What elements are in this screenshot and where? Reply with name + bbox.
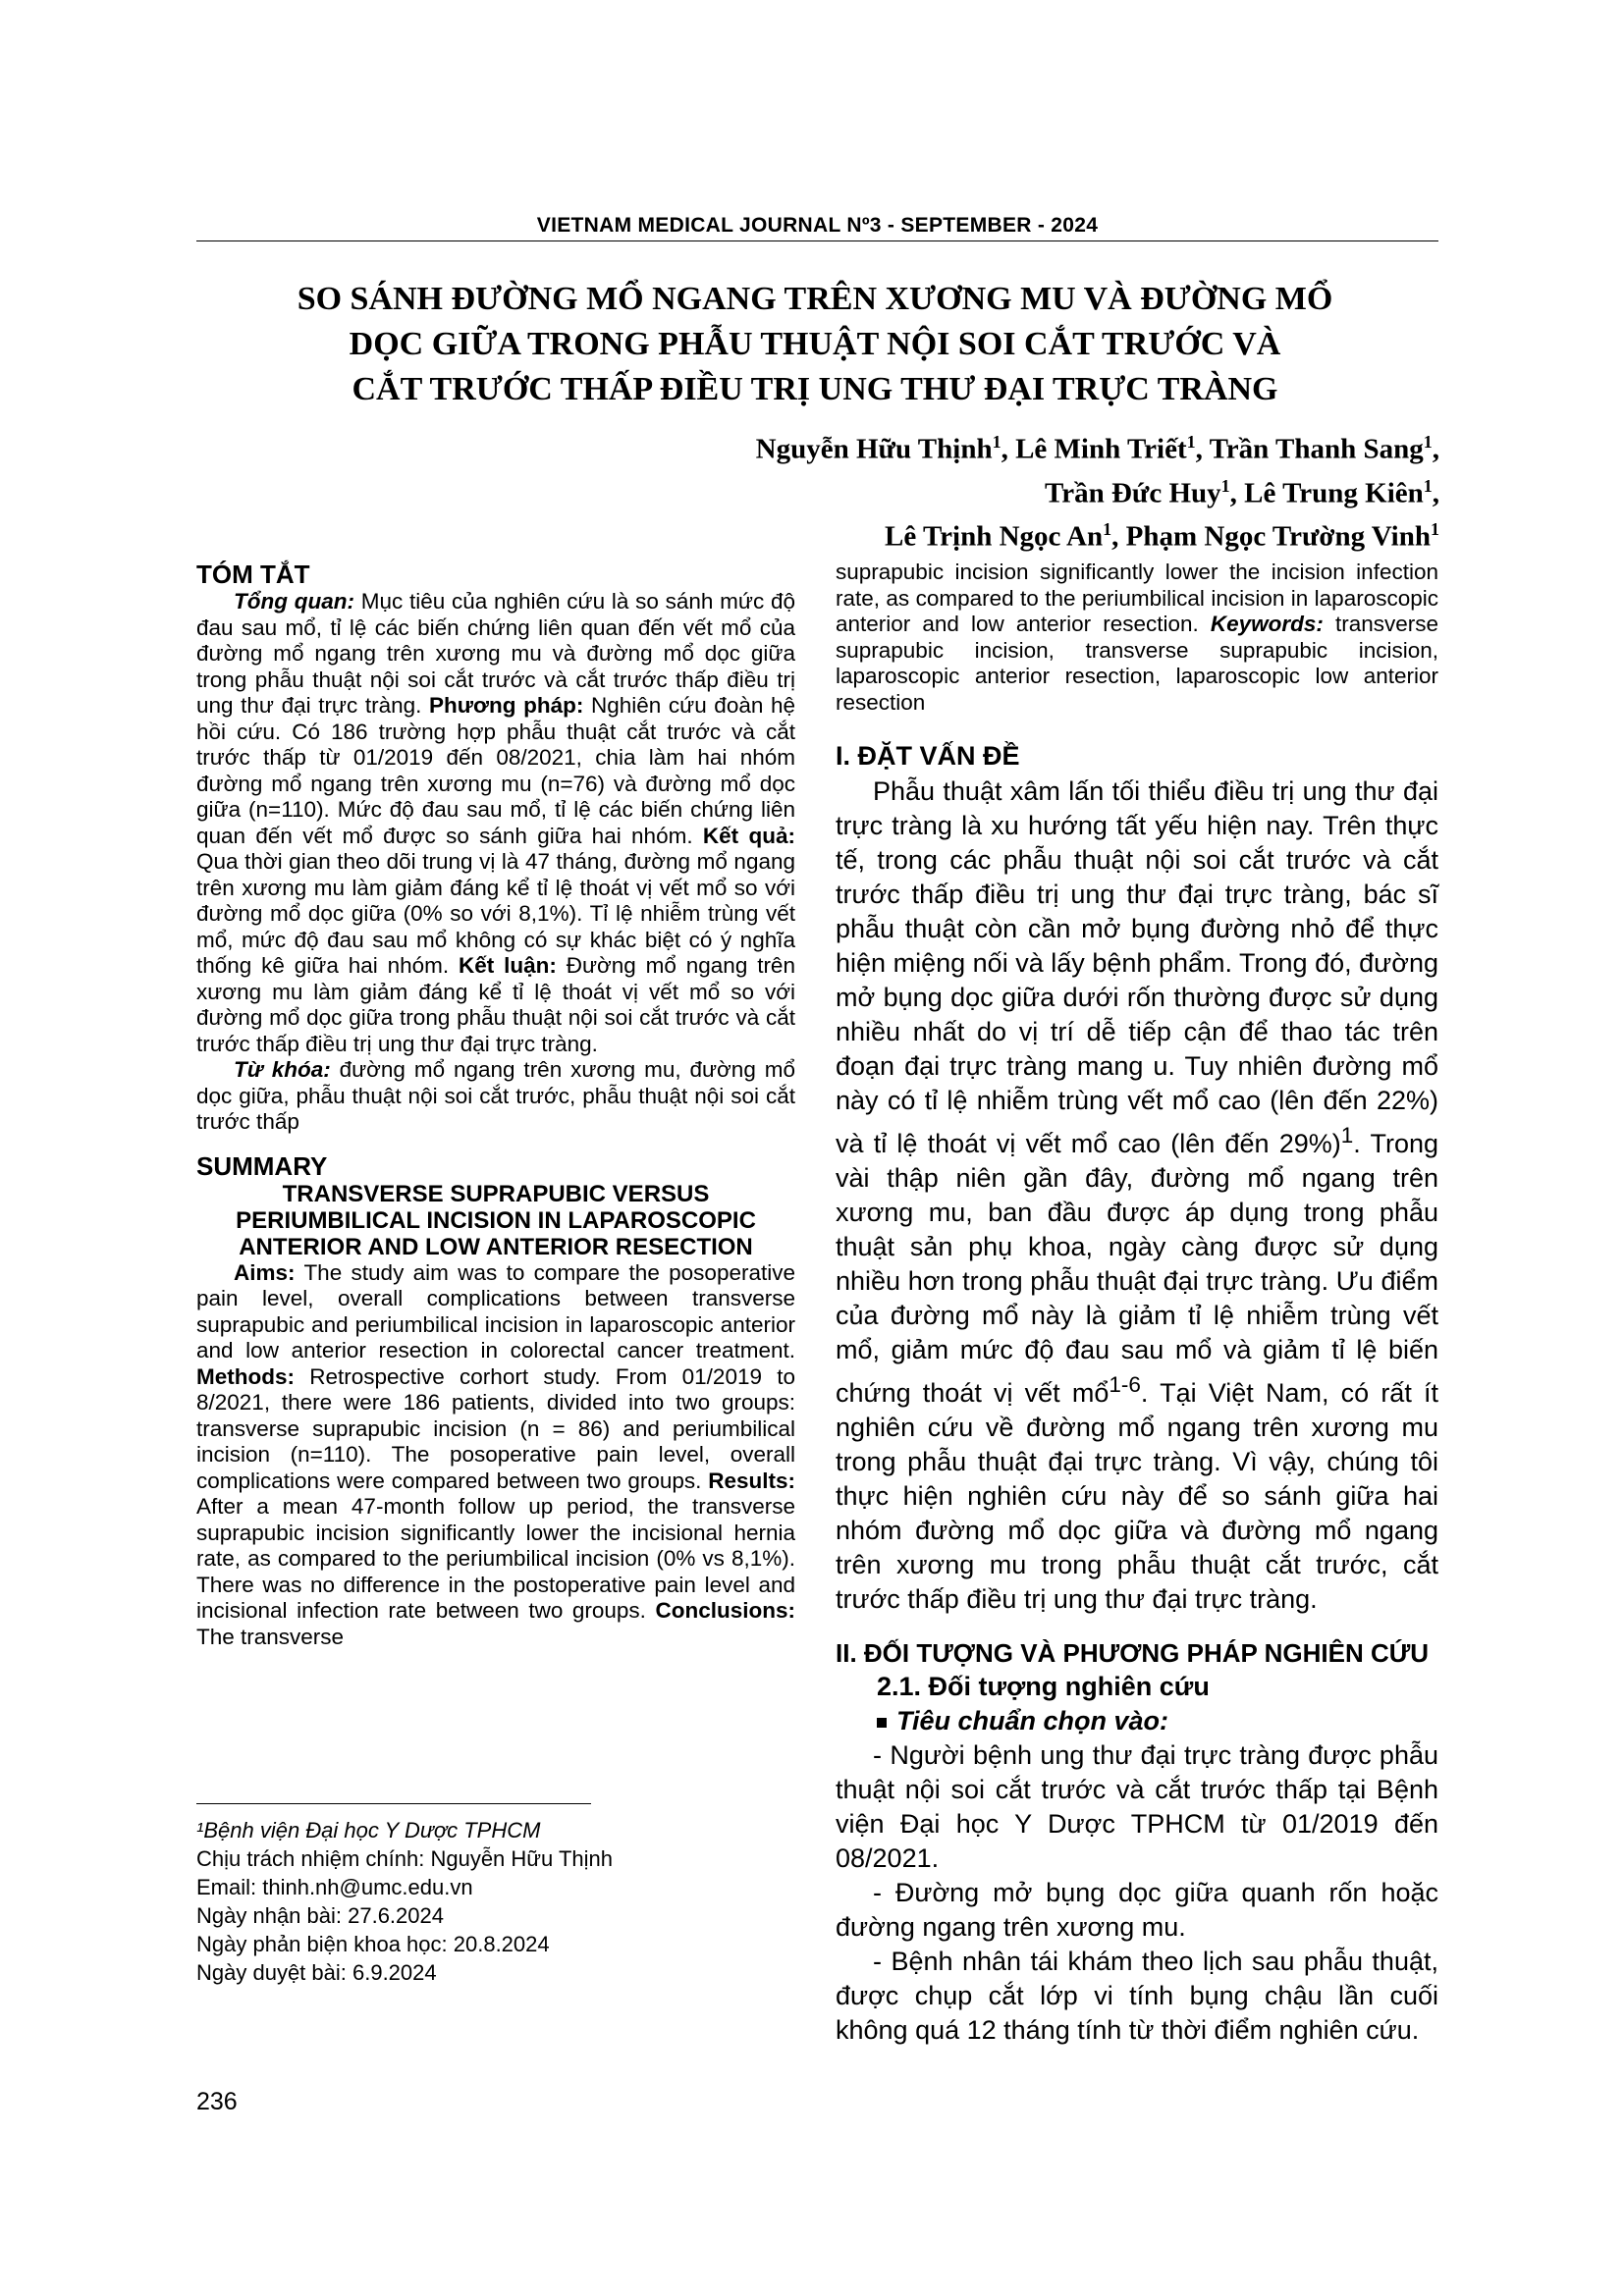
footnote-reviewed: Ngày phản biện khoa học: 20.8.2024 <box>196 1932 550 1956</box>
author-name: Lê Minh Triết <box>1015 433 1187 465</box>
page-number: 236 <box>196 2088 238 2115</box>
criteria-item: - Đường mở bụng dọc giữa quanh rốn hoặc đường ngang trên xương mu. <box>836 1878 1438 1942</box>
footnote-rule <box>196 1803 591 1804</box>
author-name: Nguyễn Hữu Thịnh <box>755 433 993 465</box>
author-line: Lê Trịnh Ngọc An$^1$, Phạm Ngọc Trường Vinh$^1$ <box>885 519 1439 553</box>
author-name: Lê Trung Kiên <box>1244 477 1424 509</box>
footnote-corresponding: Chịu trách nhiệm chính: Nguyễn Hữu Thịnh <box>196 1846 613 1871</box>
tomtat-keywords: Từ khóa: đường mổ ngang trên xương mu, đường mổ dọc giữa, phẫu thuật nội soi cắt trước, phẫu thuật nội soi cắt trước thấp <box>196 1057 795 1134</box>
summary-abstract: Aims: The study aim was to compare the posoperative pain level, overall complications between transverse suprapubic and periumbilical incision in laparoscopic anterior and low anterior resection in colorectal cancer treatment. Methods: Retrospective corhort study. From 01/2019 to 8/2021, there were 186 patients, divided into two groups: transverse suprapubic incision (n = 86) and periumbilical incision (n=110). The posoperative pain level, overall complications were compared between two groups. Results: After a mean 47-month follow up period, the transverse suprapubic incision significantly lower the incisional hernia rate, as compared to the periumbilical incision (0% vs 8,1%). There was no difference in the postoperative pain level and incisional infection rate between two groups. Conclusions: The transverse <box>196 1259 795 1649</box>
section2-heading: II. ĐỐI TƯỢNG VÀ PHƯƠNG PHÁP NGHIÊN CỨU <box>836 1638 1430 1668</box>
right-column <box>836 560 1438 2048</box>
title-line: DỌC GIỮA TRONG PHẪU THUẬT NỘI SOI CẮT TRƯỚC VÀ <box>349 326 1281 362</box>
footnote-affiliation: ¹Bệnh viện Đại học Y Dược TPHCM <box>196 1818 541 1842</box>
title-line: CẮT TRƯỚC THẤP ĐIỀU TRỊ UNG THƯ ĐẠI TRỰC TRÀNG <box>352 371 1278 407</box>
author-name: Trần Thanh Sang <box>1209 433 1424 465</box>
article-title <box>226 277 1404 412</box>
author-name: Lê Trịnh Ngọc An <box>885 520 1104 553</box>
journal-header: VIETNAM MEDICAL JOURNAL Nº3 - SEPTEMBER - 2024 <box>536 214 1099 237</box>
criteria-item: - Người bệnh ung thư đại trực tràng được phẫu thuật nội soi cắt trước và cắt trước thấp tại Bệnh viện Đại học Y Dược TPHCM từ 01/2019 đến 08/2021. <box>836 1740 1438 1873</box>
left-column <box>196 560 795 1650</box>
summary-heading: SUMMARY <box>196 1150 328 1181</box>
tomtat-overview: Tổng quan: Mục tiêu của nghiên cứu là so sánh mức độ đau sau mổ, tỉ lệ các biến chứng liên quan đến vết mổ của đường mổ ngang trên xương mu và đường mổ dọc giữa trong phẫu thuật nội soi cắt trước và cắt trước thấp điều trị ung thư đại trực tràng. Phương pháp: Nghiên cứu đoàn hệ hồi cứu. Có 186 trường hợp phẫu thuật cắt trước và cắt trước thấp từ 01/2019 đến 08/2021, chia làm hai nhóm đường mổ ngang trên xương mu (n=76) và đường mổ dọc giữa (n=110). Mức độ đau sau mổ, tỉ lệ các biến chứng liên quan đến vết mổ được so sánh giữa hai nhóm. Kết quả: Qua thời gian theo dõi trung vị là 47 tháng, đường mổ ngang trên xương mu làm giảm đáng kể tỉ lệ thoát vị vết mổ so với đường mổ dọc giữa (0% so với 8,1%). Tỉ lệ nhiễm trùng vết mổ, mức độ đau sau mổ không có sự khác biệt có ý nghĩa thống kê giữa hai nhóm. Kết luận: Đường mổ ngang trên xương mu làm giảm đáng kể tỉ lệ thoát vị vết mổ so với đường mổ dọc giữa trong phẫu thuật nội soi cắt trước và cắt trước thấp điều trị ung thư đại trực tràng. <box>196 589 795 1056</box>
criteria-item: - Bệnh nhân tái khám theo lịch sau phẫu thuật, được chụp cắt lớp vi tính bụng chậu lần cuối không quá 12 tháng tính từ thời điểm nghiên cứu. <box>836 1947 1438 2045</box>
square-bullet-icon <box>877 1718 887 1728</box>
footnotes <box>196 1816 795 1987</box>
author-name: Trần Đức Huy <box>1045 477 1221 509</box>
section1-paragraph: Phẫu thuật xâm lấn tối thiểu điều trị ung thư đại trực tràng là xu hướng tất yếu hiện nay. Trên thực tế, trong các phẫu thuật nội soi cắt trước và cắt trước thấp điều trị ung thư đại trực tràng, bác sĩ phẫu thuật còn cần mở bụng đường nhỏ để thực hiện miệng nối và lấy bệnh phẩm. Trong đó, đường mở bụng dọc giữa dưới rốn thường được sử dụng nhiều nhất do vị trí dễ tiếp cận để thao tác trên đoạn đại trực tràng mang u. Tuy nhiên đường mổ này có tỉ lệ nhiễm trùng vết mổ cao (lên đến 22%) và tỉ lệ thoát vị vết mổ cao (lên đến 29%)$^1$. Trong vài thập niên gần đây, đường mổ ngang trên xương mu, ban đầu được áp dụng trong phẫu thuật sản phụ khoa, ngày càng được sử dụng nhiều hơn trong phẫu thuật đại trực tràng. Ưu điểm của đường mổ này là giảm tỉ lệ nhiễm trùng vết mổ, giảm mức độ đau sau mổ và giảm tỉ lệ biến chứng thoát vị vết mổ$^{1-6}$. Tại Việt Nam, có rất ít nghiên cứu về đường mổ ngang trên xương mu trong phẫu thuật đại trực tràng. Vì vậy, chúng tôi thực hiện nghiên cứu này để so sánh giữa hai nhóm đường mổ dọc giữa và đường mổ ngang trên xương mu trong phẫu thuật cắt trước, cắt trước thấp điều trị ung thư đại trực tràng. <box>836 776 1438 1614</box>
header-rule <box>196 240 1438 241</box>
author-line: Trần Đức Huy$^1$, Lê Trung Kiên$^1$, <box>1045 475 1439 509</box>
author-line: Nguyễn Hữu Thịnh$^1$, Lê Minh Triết$^1$, Trần Thanh Sang$^1$, <box>755 432 1439 465</box>
footnote-received: Ngày nhận bài: 27.6.2024 <box>196 1903 444 1928</box>
author-name: Phạm Ngọc Trường Vinh <box>1125 520 1431 553</box>
section2-subheading: 2.1. Đối tượng nghiên cứu <box>877 1672 1210 1701</box>
title-line: SO SÁNH ĐƯỜNG MỔ NGANG TRÊN XƯƠNG MU VÀ ĐƯỜNG MỔ <box>297 281 1333 317</box>
tomtat-heading: TÓM TẮT <box>196 560 310 589</box>
summary-continuation: suprapubic incision significantly lower the incision infection rate, as compared to the periumbilical incision in laparoscopic anterior and low anterior resection. Keywords: transverse suprapubic incision, transverse suprapubic incision, laparoscopic anterior resection, laparoscopic low anterior resection <box>836 560 1438 715</box>
summary-title: TRANSVERSE SUPRAPUBIC VERSUS PERIUMBILICAL INCISION IN LAPAROSCOPIC ANTERIOR AND LOW ANTERIOR RESECTION <box>236 1180 756 1260</box>
criteria-heading: Tiêu chuẩn chọn vào: <box>836 1704 1438 1738</box>
footnote-email: Email: thinh.nh@umc.edu.vn <box>196 1875 473 1899</box>
author-list <box>458 424 1439 556</box>
footnote-accepted: Ngày duyệt bài: 6.9.2024 <box>196 1960 437 1985</box>
section1-heading: I. ĐẶT VẤN ĐỀ <box>836 741 1020 771</box>
